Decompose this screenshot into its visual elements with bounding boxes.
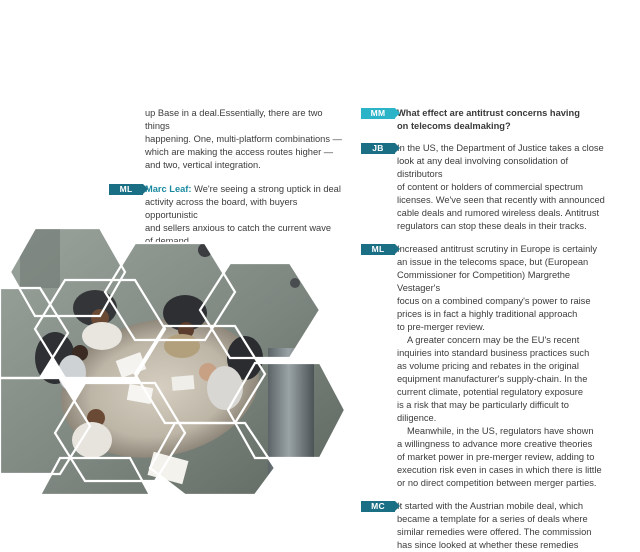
answer-paragraph xyxy=(397,425,607,490)
speaker-name: Marc Leaf: xyxy=(145,184,192,194)
speaker-tag-mc: MC xyxy=(361,501,395,512)
text-line: and sellers anxious to catch the current wave xyxy=(145,223,332,233)
text-line: is a risk that may be particularly difficult to diligence. xyxy=(397,400,569,423)
speaker-tag-ml: ML xyxy=(109,184,143,195)
answer-paragraph xyxy=(397,243,607,334)
text-line: up Base in a deal.Essentially, there are two things xyxy=(145,108,323,131)
text-line: inquiries into standard business practices such xyxy=(397,348,590,358)
mm-question-block xyxy=(370,107,607,133)
text-line: A greater concern may be the EU's recent xyxy=(407,335,580,345)
right-column xyxy=(370,107,607,552)
text-line: execution risk even in cases in which there is little xyxy=(397,465,602,475)
text-line: cable deals and rumored wireless deals. Antitrust xyxy=(397,208,600,218)
text-line: to pre-merger review. xyxy=(397,322,485,332)
text-line: of content or holders of commercial spectrum xyxy=(397,182,584,192)
text-line: an issue in the telecoms space, but (European xyxy=(397,257,589,267)
text-line: on telecoms dealmaking? xyxy=(397,121,511,131)
speaker-tag-mm: MM xyxy=(361,108,395,119)
text-line: similar remedies were offered. The commission xyxy=(397,527,592,537)
text-line: activity across the board, with buyers opportunistic xyxy=(145,197,298,220)
answer-paragraph xyxy=(397,500,607,552)
text-line: In the US, the Department of Justice takes a close xyxy=(397,143,604,153)
text-line: regulators can stop these deals in their tracks. xyxy=(397,221,587,231)
text-line: licenses. We've seen that recently with announced xyxy=(397,195,605,205)
question-paragraph xyxy=(397,107,607,133)
speaker-tag-ml: ML xyxy=(361,244,395,255)
text-line: current climate, potential regulatory exposure xyxy=(397,387,584,397)
text-line: of market power in pre-merger review, adding to xyxy=(397,452,595,462)
text-line: We're seeing a strong uptick in deal xyxy=(191,184,341,194)
text-line: prices is in fact a highly traditional approach xyxy=(397,309,578,319)
text-line: What effect are antitrust concerns having xyxy=(397,108,580,118)
text-line: became a template for a series of deals where xyxy=(397,514,588,524)
text-line: has since looked at whether these remedies xyxy=(397,540,579,550)
text-line: look at any deal involving consolidation of distributors xyxy=(397,156,569,179)
text-line: focus on a combined company's power to raise xyxy=(397,296,591,306)
text-line: It started with the Austrian mobile deal, which xyxy=(397,501,584,511)
text-line: as volume pricing and rebates in the original xyxy=(397,361,579,371)
text-line: which are making the access routes higher — xyxy=(145,147,334,157)
text-line: equipment manufacturer's supply-chain. In the xyxy=(397,374,588,384)
jb-answer-block xyxy=(372,142,607,233)
speaker-tag-jb: JB xyxy=(361,143,395,154)
answer-paragraph xyxy=(397,334,607,425)
text-line: and two, vertical integration. xyxy=(145,160,261,170)
continuation-paragraph xyxy=(145,107,345,172)
ml-answer-block xyxy=(371,243,607,490)
text-line: or no direct competition between merger parties. xyxy=(397,478,597,488)
text-line: Meanwhile, in the US, regulators have shown xyxy=(407,426,594,436)
answer-paragraph xyxy=(397,142,607,233)
text-line: Commissioner for Competition) Margrethe Vestager's xyxy=(397,270,571,293)
text-line: of demand. xyxy=(145,236,192,246)
meeting-photo-collage xyxy=(0,228,345,495)
text-line: Increased antitrust scrutiny in Europe is certainly xyxy=(397,244,597,254)
mc-answer-block xyxy=(371,500,607,552)
text-line: a willingness to advance more creative theories xyxy=(397,439,593,449)
text-line: happening. One, multi-platform combinations — xyxy=(145,134,342,144)
left-column xyxy=(119,107,345,248)
